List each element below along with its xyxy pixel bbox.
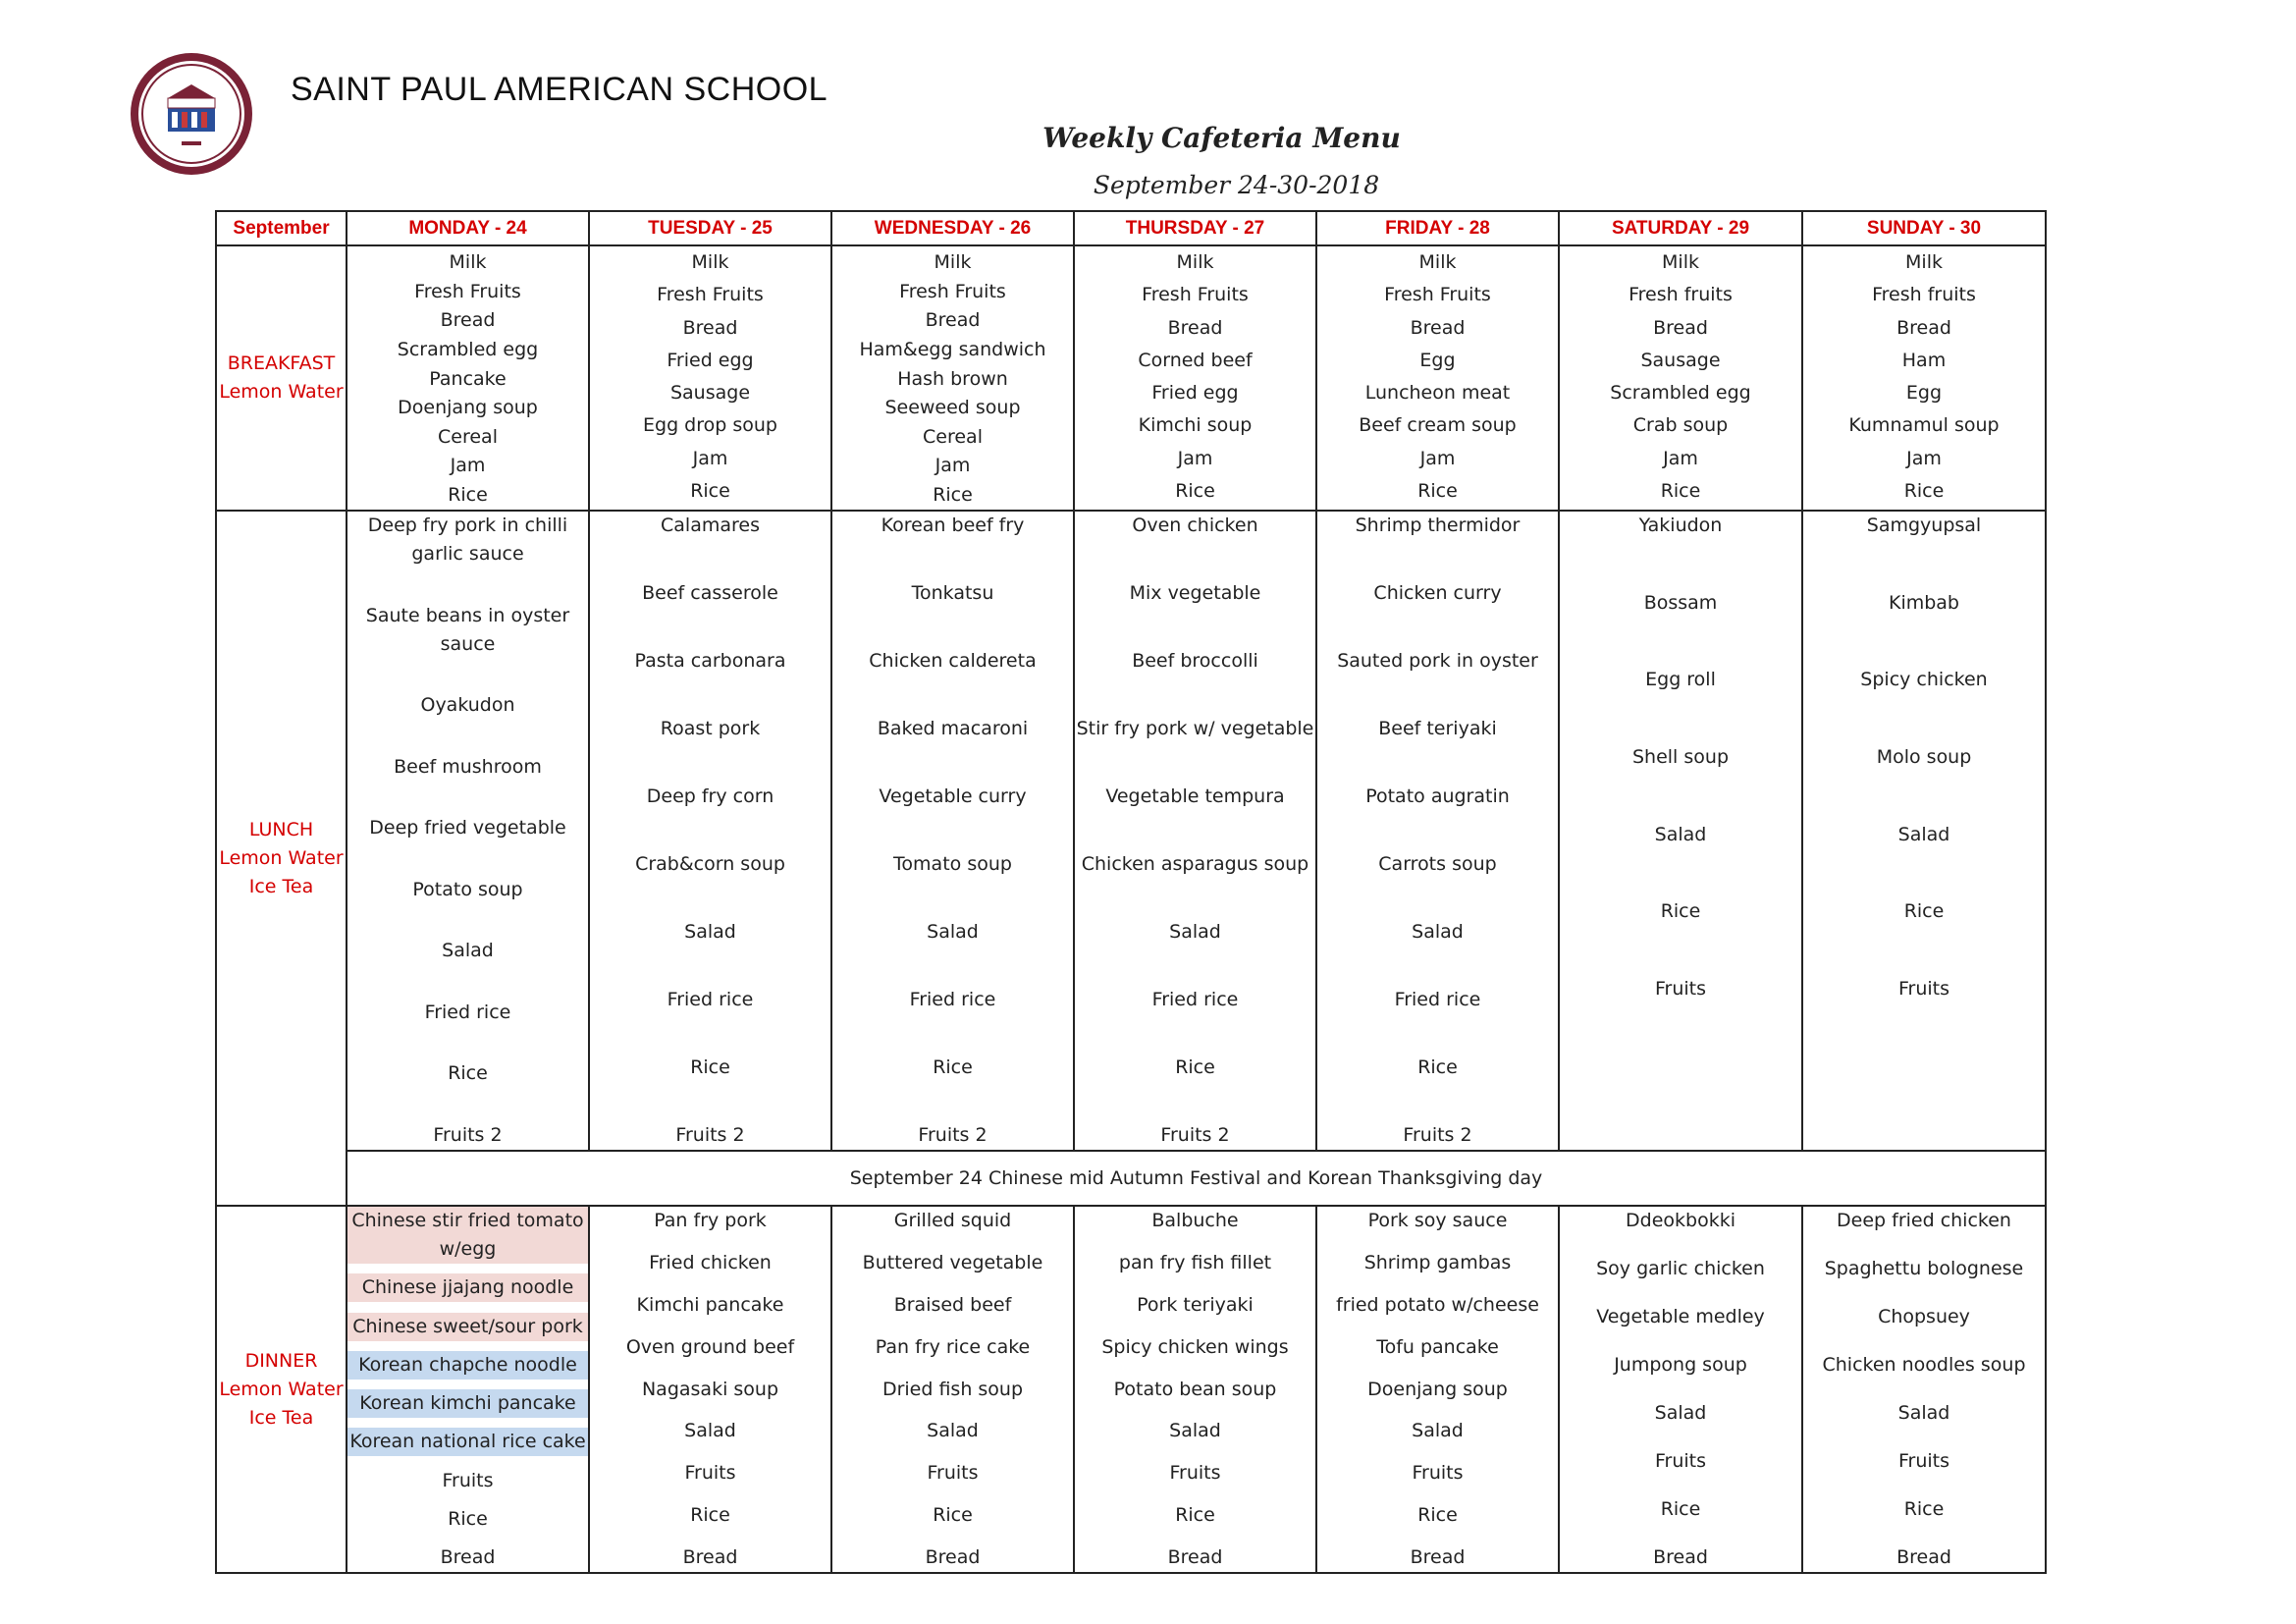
menu-item: Rice — [1417, 1056, 1458, 1078]
menu-item: Fruits — [1897, 1450, 1950, 1472]
menu-item: Ddeokbokki — [1626, 1210, 1735, 1231]
menu-item: Rice — [1175, 1504, 1215, 1527]
cafeteria-menu-table — [215, 210, 2047, 1574]
menu-item: Baked macaroni — [877, 718, 1029, 739]
menu-item: Jam — [1663, 447, 1698, 469]
menu-item: Balbuche — [1151, 1210, 1239, 1231]
menu-item-list — [590, 246, 830, 510]
menu-item: Kumnamul soup — [1848, 414, 2000, 437]
menu-item: Rice — [1417, 1504, 1458, 1527]
breakfast-cell — [1559, 245, 1802, 511]
menu-item: Vegetable curry — [879, 785, 1027, 807]
menu-item: Fried rice — [909, 989, 996, 1010]
menu-item: Salad — [1897, 823, 1950, 845]
breakfast-cell — [347, 245, 589, 511]
menu-item: Chicken noodles soup — [1822, 1354, 2026, 1376]
menu-item: Samgyupsal — [1866, 514, 1982, 536]
menu-item: Ham — [1901, 349, 1947, 371]
menu-item: Fresh Fruits — [1384, 284, 1491, 306]
menu-item: Bread — [682, 316, 738, 339]
menu-item: Bread — [1167, 1546, 1223, 1568]
menu-item: Oven ground beef — [625, 1335, 795, 1358]
breakfast-label — [216, 245, 347, 511]
menu-item: Saute beans in oyster sauce — [365, 604, 570, 655]
menu-item-list — [1803, 246, 2045, 510]
menu-item: Nagasaki soup — [641, 1378, 779, 1400]
menu-item: Deep fry corn — [646, 785, 774, 807]
menu-item-list — [590, 512, 830, 1150]
menu-item: Rice — [448, 484, 488, 506]
menu-item: Egg — [1905, 382, 1943, 404]
menu-title: Weekly Cafeteria Menu — [1042, 122, 1401, 154]
menu-item-list — [1560, 1207, 1801, 1572]
menu-item: Milk — [1905, 251, 1943, 273]
menu-item: Fried rice — [424, 1001, 511, 1023]
menu-item: Bread — [1653, 316, 1708, 339]
menu-item: Crab&corn soup — [635, 853, 785, 875]
menu-item: Egg roll — [1645, 669, 1716, 691]
menu-item: Salad — [1412, 921, 1464, 943]
meal-drink: Lemon Water — [219, 1378, 344, 1400]
menu-item: Egg — [1419, 349, 1456, 371]
menu-item-list — [347, 512, 588, 1150]
meal-name: LUNCH — [248, 818, 314, 840]
menu-item: Fried rice — [1394, 989, 1481, 1010]
menu-item: Jam — [1177, 447, 1213, 469]
menu-item: Salad — [1654, 823, 1707, 845]
menu-item: Salad — [442, 940, 494, 962]
breakfast-cell — [1316, 245, 1559, 511]
menu-item: Potato bean soup — [1113, 1378, 1277, 1400]
menu-item: Tofu pancake — [1376, 1335, 1499, 1358]
menu-item: Jam — [1419, 447, 1456, 469]
menu-item: Fresh Fruits — [657, 284, 764, 306]
menu-item-list — [1560, 246, 1801, 510]
menu-item: fried potato w/cheese — [1336, 1293, 1539, 1316]
menu-item: Vegetable tempura — [1105, 785, 1285, 807]
meal-name: DINNER — [244, 1349, 318, 1372]
menu-item: Jumpong soup — [1614, 1354, 1747, 1376]
menu-item: Pancake — [429, 367, 507, 390]
menu-item: Rice — [1903, 479, 1945, 502]
menu-item: Fruits 2 — [433, 1123, 503, 1146]
menu-item: Salad — [1897, 1402, 1950, 1424]
menu-item: Bread — [682, 1546, 738, 1568]
menu-item: Fruits — [1654, 977, 1707, 1000]
menu-item: Korean kimchi pancake — [347, 1389, 588, 1418]
menu-item-list — [1803, 1207, 2045, 1572]
lunch-cell — [1316, 511, 1559, 1151]
menu-item: Fruits — [684, 1462, 736, 1485]
menu-item: Korean beef fry — [881, 514, 1025, 536]
menu-item: Doenjang soup — [398, 397, 538, 419]
menu-item: Rice — [1417, 479, 1458, 502]
menu-item: Fruits 2 — [675, 1124, 745, 1146]
lunch-cell — [589, 511, 831, 1151]
dinner-cell — [1074, 1206, 1316, 1573]
menu-item: Rice — [933, 484, 973, 506]
menu-item: Jam — [934, 455, 971, 477]
menu-item-list — [347, 246, 588, 510]
menu-item: Fried rice — [1151, 989, 1239, 1010]
lunch-cell — [1559, 511, 1802, 1151]
menu-item: Tonkatsu — [911, 582, 994, 604]
menu-item: Grilled squid — [893, 1210, 1012, 1231]
menu-item: Pan fry rice cake — [875, 1335, 1031, 1358]
menu-item: Fruits 2 — [1403, 1124, 1472, 1146]
menu-item: Pan fry pork — [654, 1210, 767, 1231]
menu-item-list — [832, 1207, 1073, 1572]
menu-item: Kimchi soup — [1138, 414, 1253, 437]
menu-item: Scrambled egg — [397, 338, 539, 360]
menu-item: Salad — [684, 921, 736, 943]
menu-item: Fruits — [927, 1462, 979, 1485]
menu-item-list — [1317, 512, 1558, 1150]
menu-item: Salad — [1169, 921, 1221, 943]
lunch-label — [216, 511, 347, 1206]
menu-item: Jam — [692, 447, 728, 469]
menu-item: Salad — [927, 1420, 979, 1442]
menu-item: Rice — [933, 1056, 973, 1078]
menu-item: Bread — [925, 309, 981, 332]
menu-item: Egg drop soup — [643, 414, 777, 437]
meal-drink: Ice Tea — [248, 1406, 314, 1429]
menu-item: Chopsuey — [1878, 1306, 1970, 1327]
menu-item: Spaghettu bolognese — [1824, 1258, 2024, 1279]
menu-item: Pork soy sauce — [1367, 1210, 1508, 1231]
menu-item: Beef broccolli — [1132, 650, 1258, 672]
menu-item: Salad — [1412, 1420, 1464, 1442]
menu-item: Fruits 2 — [1160, 1124, 1230, 1146]
menu-item-list — [1075, 1207, 1315, 1572]
menu-item: Sauted pork in oyster — [1337, 650, 1538, 672]
menu-item: Corned beef — [1138, 349, 1253, 371]
menu-item-list — [1803, 512, 2045, 1150]
menu-item: Braised beef — [893, 1293, 1012, 1316]
menu-item: Vegetable medley — [1596, 1306, 1765, 1327]
menu-item: Seeweed soup — [884, 397, 1021, 419]
menu-item: Fried chicken — [649, 1251, 772, 1273]
menu-item: Bread — [1653, 1546, 1708, 1568]
menu-item: Chinese jjajang noodle — [347, 1273, 588, 1302]
school-name: SAINT PAUL AMERICAN SCHOOL — [291, 71, 828, 108]
menu-item: Deep fried chicken — [1837, 1210, 2011, 1231]
menu-item: Rice — [933, 1504, 973, 1527]
menu-item: Shrimp thermidor — [1355, 514, 1521, 536]
menu-item: Shell soup — [1631, 745, 1729, 768]
menu-item: Kimchi pancake — [636, 1293, 784, 1316]
menu-item: Rice — [1903, 1498, 1945, 1520]
dinner-row — [216, 1206, 2046, 1573]
meal-name: BREAKFAST — [227, 352, 336, 374]
menu-item: Salad — [927, 921, 979, 943]
header-month: September — [216, 211, 347, 245]
menu-item: Calamares — [661, 514, 760, 536]
menu-item: Chicken curry — [1373, 582, 1502, 604]
menu-item: Rice — [448, 1062, 488, 1085]
dinner-cell — [1559, 1206, 1802, 1573]
menu-item: Potato augratin — [1365, 785, 1510, 807]
dinner-cell — [347, 1206, 589, 1573]
menu-item-list — [832, 246, 1073, 510]
menu-item-list — [590, 1207, 830, 1572]
menu-item: Yakiudon — [1638, 514, 1723, 536]
menu-date-range: September 24-30-2018 — [1093, 171, 1380, 199]
dinner-cell — [589, 1206, 831, 1573]
menu-item: Rice — [448, 1507, 488, 1530]
menu-item: Sausage — [1640, 349, 1721, 371]
dinner-label — [216, 1206, 347, 1573]
menu-item: Jam — [450, 455, 486, 477]
menu-item: Chinese sweet/sour pork — [347, 1313, 588, 1341]
menu-item: Beef cream soup — [1359, 414, 1517, 437]
menu-item: Bread — [1410, 316, 1466, 339]
menu-item: Salad — [1654, 1402, 1707, 1424]
menu-item: Milk — [1418, 251, 1457, 273]
breakfast-cell — [1802, 245, 2046, 511]
menu-item: Fried egg — [667, 349, 754, 371]
menu-item: Salad — [1169, 1420, 1221, 1442]
menu-item: Ham&egg sandwich — [859, 338, 1046, 360]
lunch-row — [216, 511, 2046, 1151]
menu-item: Milk — [1662, 251, 1699, 273]
menu-item: Rice — [1660, 900, 1701, 923]
menu-item: Cereal — [923, 425, 983, 448]
menu-item: Fruits — [1654, 1450, 1707, 1472]
menu-item: Fruits — [1169, 1462, 1221, 1485]
menu-item: Rice — [690, 479, 730, 502]
menu-item: Roast pork — [660, 718, 761, 739]
menu-item: Fruits — [1412, 1462, 1464, 1485]
menu-item: Chicken asparagus soup — [1081, 853, 1309, 875]
menu-item: Fried egg — [1151, 382, 1239, 404]
menu-item: Jam — [1906, 447, 1942, 469]
menu-item: Fresh Fruits — [899, 280, 1006, 302]
menu-item: Fresh fruits — [1629, 284, 1733, 306]
menu-item: Korean chapche noodle — [347, 1351, 588, 1380]
breakfast-cell — [1074, 245, 1316, 511]
menu-item: Pork teriyaki — [1137, 1293, 1254, 1316]
menu-item: Chinese stir fried tomato w/egg — [347, 1207, 588, 1264]
menu-item: Bossam — [1643, 591, 1718, 614]
menu-item: Rice — [1175, 1056, 1215, 1078]
menu-item: Hash brown — [897, 367, 1008, 390]
menu-item: Potato soup — [412, 878, 523, 900]
menu-item: Bread — [1410, 1546, 1466, 1568]
menu-item: Bread — [1896, 1546, 1951, 1568]
menu-item: Beef casserole — [642, 582, 778, 604]
menu-item: Fruits 2 — [918, 1124, 988, 1146]
header-day: WEDNESDAY - 26 — [831, 211, 1074, 245]
meal-drink: Ice Tea — [248, 875, 314, 897]
menu-item: Milk — [449, 251, 487, 273]
menu-item-list — [1317, 1207, 1558, 1572]
holiday-row — [216, 1151, 2046, 1206]
menu-item: Shrimp gambas — [1363, 1251, 1512, 1273]
menu-item: Milk — [934, 251, 972, 273]
menu-item: Tomato soup — [893, 853, 1012, 875]
header-day: THURSDAY - 27 — [1074, 211, 1316, 245]
menu-item: Oyakudon — [420, 694, 515, 717]
menu-item: Luncheon meat — [1364, 382, 1511, 404]
breakfast-row — [216, 245, 2046, 511]
header-row — [216, 211, 2046, 245]
menu-item: Fresh fruits — [1872, 284, 1976, 306]
menu-item: Pasta carbonara — [634, 650, 786, 672]
breakfast-cell — [831, 245, 1074, 511]
menu-item: Milk — [1176, 251, 1214, 273]
menu-item: Fresh Fruits — [1142, 284, 1249, 306]
school-logo — [129, 51, 254, 177]
lunch-cell — [831, 511, 1074, 1151]
menu-item: Bread — [1167, 316, 1223, 339]
menu-item: Deep fry pork in chilli garlic sauce — [367, 514, 568, 565]
menu-item: Spicy chicken wings — [1101, 1335, 1289, 1358]
lunch-cell — [347, 511, 589, 1151]
lunch-cell — [1074, 511, 1316, 1151]
menu-item: Rice — [690, 1504, 730, 1527]
menu-item-list — [832, 512, 1073, 1150]
menu-item: Crab soup — [1632, 414, 1729, 437]
header-day: SATURDAY - 29 — [1559, 211, 1802, 245]
menu-item: Rice — [1660, 1498, 1701, 1520]
menu-item: Oven chicken — [1132, 514, 1258, 536]
menu-item: Stir fry pork w/ vegetable — [1076, 718, 1314, 739]
menu-item: Bread — [1896, 316, 1951, 339]
menu-item-list — [347, 1207, 588, 1572]
header-day: MONDAY - 24 — [347, 211, 589, 245]
menu-item: Milk — [691, 251, 729, 273]
menu-item: Salad — [684, 1420, 736, 1442]
menu-item: Fried rice — [667, 989, 754, 1010]
menu-item: pan fry fish fillet — [1118, 1251, 1272, 1273]
menu-item: Beef mushroom — [394, 755, 542, 778]
menu-item: Sausage — [669, 382, 751, 404]
menu-item: Deep fried vegetable — [369, 817, 566, 839]
dinner-cell — [831, 1206, 1074, 1573]
meal-drink: Lemon Water — [219, 846, 344, 869]
header-day: TUESDAY - 25 — [589, 211, 831, 245]
breakfast-cell — [589, 245, 831, 511]
holiday-note: September 24 Chinese mid Autumn Festival and Korean Thanksgiving day — [347, 1151, 2046, 1206]
menu-item: Kimbab — [1888, 591, 1959, 614]
menu-item: Fruits — [442, 1469, 494, 1491]
menu-item: Fresh Fruits — [414, 280, 521, 302]
lunch-cell — [1802, 511, 2046, 1151]
menu-item: Rice — [1660, 479, 1701, 502]
menu-item: Bread — [925, 1546, 981, 1568]
menu-item: Beef teriyaki — [1378, 718, 1497, 739]
menu-item: Rice — [690, 1056, 730, 1078]
dinner-cell — [1316, 1206, 1559, 1573]
menu-item: Dried fish soup — [881, 1378, 1024, 1400]
menu-item: Chicken caldereta — [869, 650, 1037, 672]
menu-item-list — [1075, 246, 1315, 510]
menu-item: Fruits — [1897, 977, 1950, 1000]
menu-item-list — [1075, 512, 1315, 1150]
menu-item-list — [1560, 512, 1801, 1150]
menu-item: Rice — [1175, 479, 1215, 502]
dinner-cell — [1802, 1206, 2046, 1573]
menu-item: Korean national rice cake — [347, 1428, 588, 1456]
menu-item: Cereal — [438, 425, 498, 448]
menu-item-list — [1317, 246, 1558, 510]
menu-item: Scrambled egg — [1610, 382, 1751, 404]
menu-item: Soy garlic chicken — [1596, 1258, 1765, 1279]
menu-item: Buttered vegetable — [862, 1251, 1043, 1273]
menu-item: Spicy chicken — [1860, 669, 1988, 691]
header-day: FRIDAY - 28 — [1316, 211, 1559, 245]
menu-item: Bread — [440, 1546, 496, 1568]
menu-item: Doenjang soup — [1367, 1378, 1508, 1400]
meal-drink: Lemon Water — [219, 381, 344, 403]
menu-item: Bread — [440, 309, 496, 332]
menu-item: Rice — [1903, 900, 1945, 923]
menu-item: Carrots soup — [1378, 853, 1497, 875]
menu-item: Mix vegetable — [1129, 582, 1261, 604]
header-day: SUNDAY - 30 — [1802, 211, 2046, 245]
menu-item: Molo soup — [1876, 745, 1972, 768]
